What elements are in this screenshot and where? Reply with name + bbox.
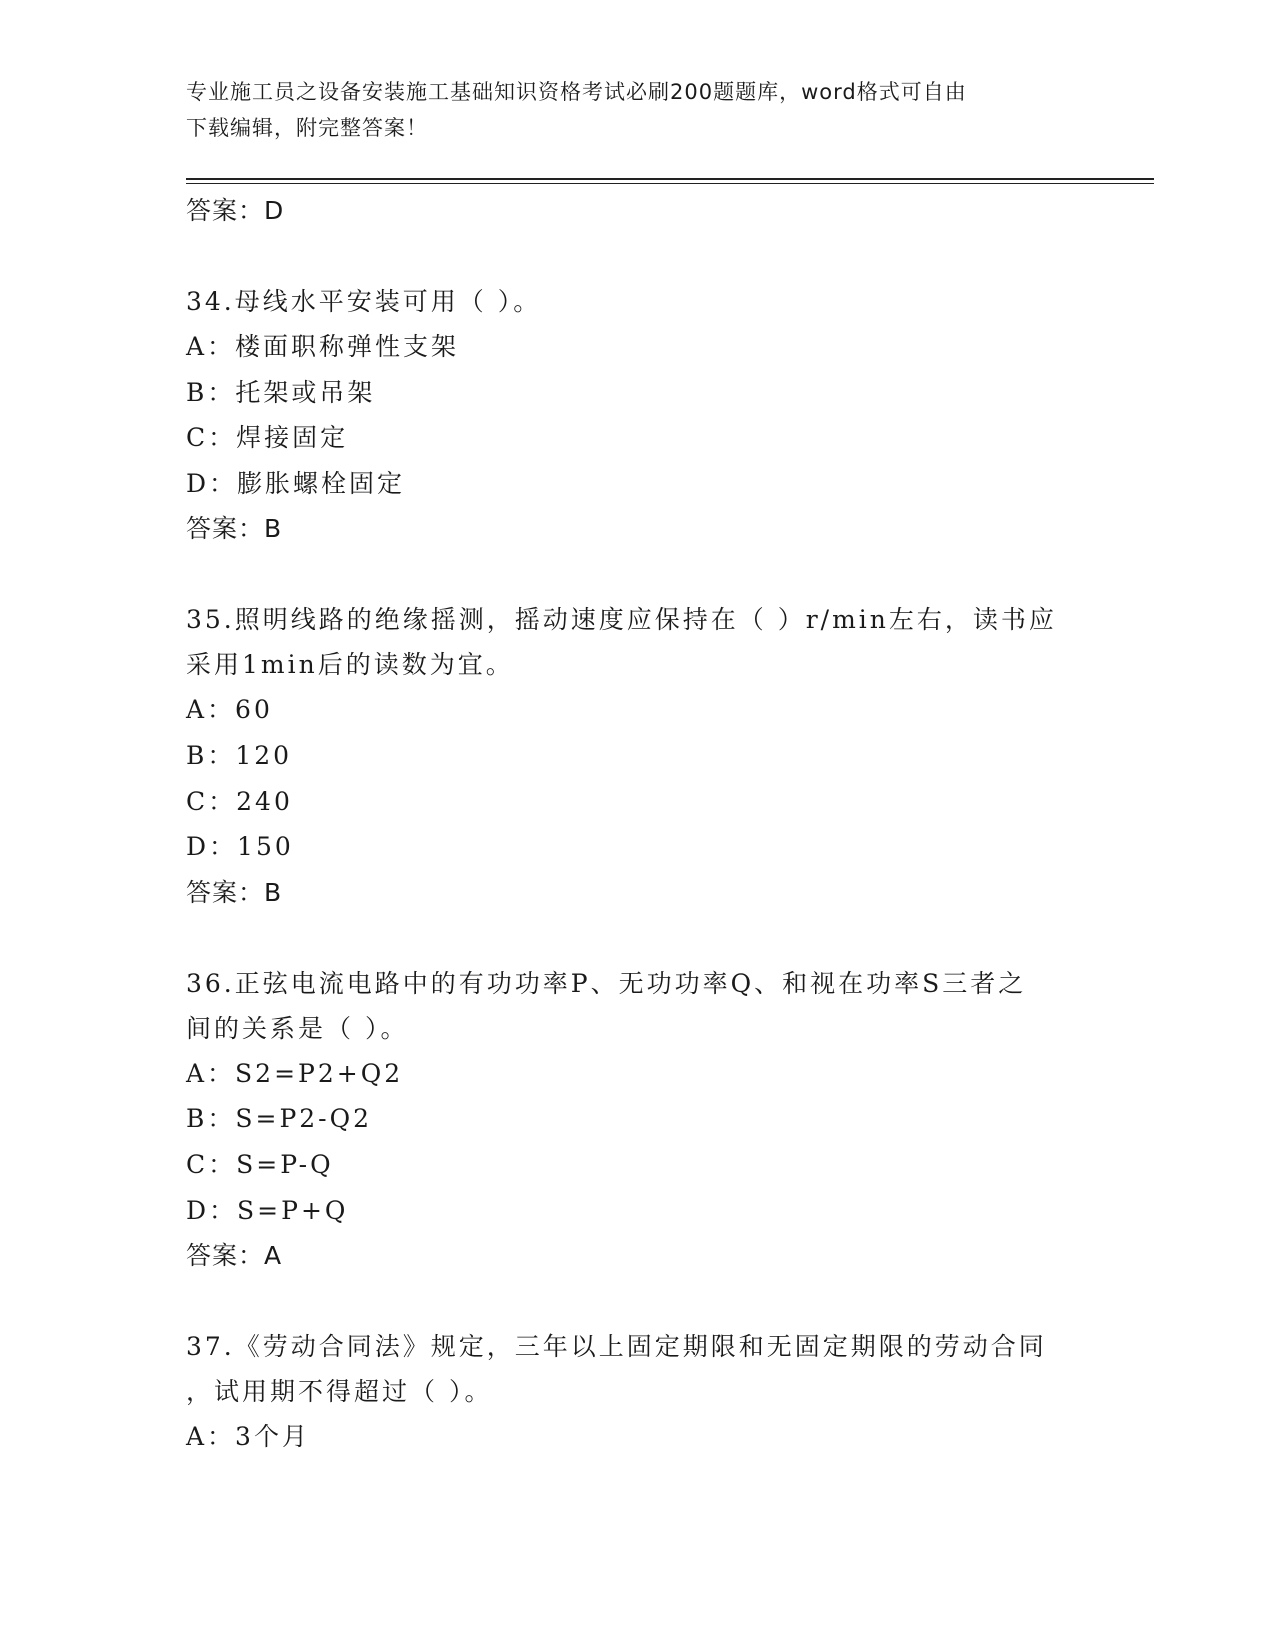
question-block [186, 597, 1086, 914]
option-d: D：150 [186, 832, 294, 862]
option-a: A：60 [186, 695, 273, 725]
option-a: A：3个月 [186, 1422, 310, 1452]
answer-line: 答案：A [186, 1241, 283, 1271]
question-block [186, 279, 1086, 551]
document-body [186, 188, 1086, 1460]
header-line-1: 专业施工员之设备安装施工基础知识资格考试必刷200题题库，word格式可自由 [186, 80, 967, 104]
answer-line: 答案：B [186, 877, 283, 907]
spacer [186, 551, 1086, 597]
spacer [186, 233, 1086, 279]
option-b: B：托架或吊架 [186, 377, 376, 407]
answer-line: 答案：D [186, 196, 285, 225]
document-header [186, 74, 1086, 146]
question-stem: 36.正弦电流电路中的有功功率P、无功功率Q、和视在功率S三者之 [186, 968, 1027, 998]
option-b: B：120 [186, 740, 293, 770]
question-stem: 37.《劳动合同法》规定，三年以上固定期限和无固定期限的劳动合同 [186, 1332, 1047, 1362]
header-divider-thin [186, 183, 1154, 184]
question-block [186, 1324, 1086, 1460]
option-a: A：S2=P2+Q2 [186, 1058, 404, 1088]
header-divider-thick [186, 178, 1154, 180]
option-c: C：240 [186, 786, 293, 816]
answer-line: 答案：B [186, 514, 283, 544]
question-stem: 采用1min后的读数为宜。 [186, 650, 514, 680]
question-stem: 34.母线水平安装可用（ ）。 [186, 287, 542, 316]
option-c: C：S=P-Q [186, 1149, 334, 1179]
option-d: D：膨胀螺栓固定 [186, 468, 406, 498]
option-d: D：S=P+Q [186, 1195, 349, 1225]
question-stem: ，试用期不得超过（ ）。 [186, 1377, 493, 1407]
spacer [186, 1278, 1086, 1324]
header-line-2: 下载编辑，附完整答案！ [186, 116, 428, 140]
option-c: C：焊接固定 [186, 423, 349, 453]
question-block [186, 961, 1086, 1278]
option-a: A：楼面职称弹性支架 [186, 332, 460, 361]
question-stem: 35.照明线路的绝缘摇测，摇动速度应保持在（ ）r/min左右，读书应 [186, 605, 1057, 635]
option-b: B：S=P2-Q2 [186, 1104, 373, 1134]
spacer [186, 915, 1086, 961]
question-stem: 间的关系是（ ）。 [186, 1013, 409, 1043]
